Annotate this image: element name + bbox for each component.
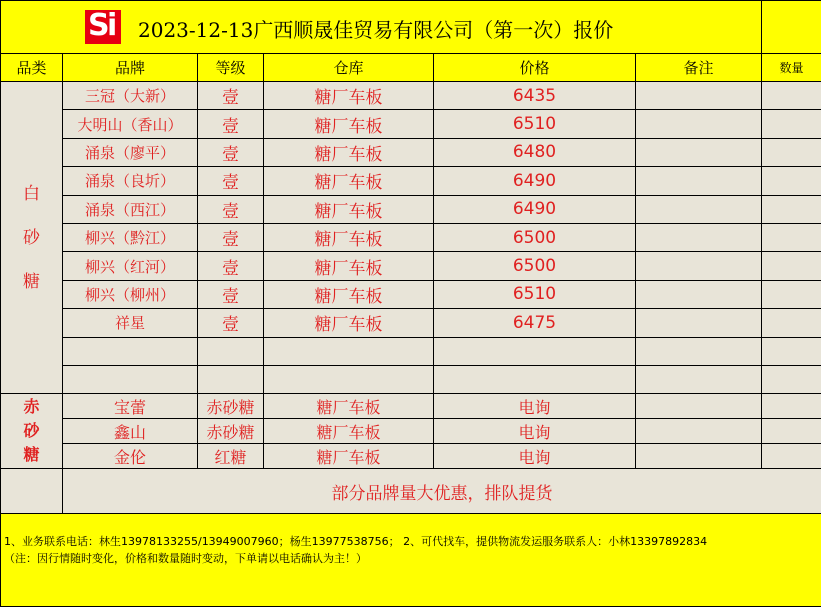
warehouse-cell[interactable] (264, 365, 434, 393)
price-cell[interactable]: 6500 (434, 223, 636, 251)
remark-cell[interactable] (636, 337, 762, 365)
remark-cell[interactable] (636, 167, 762, 195)
warehouse-cell[interactable]: 糖厂车板 (264, 280, 434, 308)
remark-cell[interactable] (636, 309, 762, 337)
warehouse-cell[interactable]: 糖厂车板 (264, 167, 434, 195)
grade-cell[interactable]: 壹 (198, 223, 264, 251)
grade-cell[interactable]: 红糖 (198, 444, 264, 469)
price-cell[interactable] (434, 365, 636, 393)
warehouse-cell[interactable]: 糖厂车板 (264, 110, 434, 138)
header-warehouse: 仓库 (264, 54, 434, 82)
brand-cell[interactable] (63, 365, 198, 393)
quantity-cell[interactable] (762, 419, 821, 444)
remark-cell[interactable] (636, 252, 762, 280)
table-row (1, 419, 821, 444)
brand-cell[interactable]: 涌泉（良圻） (63, 167, 198, 195)
warehouse-cell[interactable]: 糖厂车板 (264, 309, 434, 337)
warehouse-cell[interactable]: 糖厂车板 (264, 82, 434, 110)
quantity-cell[interactable] (762, 337, 821, 365)
brand-cell[interactable]: 三冠（大新） (63, 82, 198, 110)
quantity-cell[interactable] (762, 110, 821, 138)
title-row (1, 1, 821, 54)
price-cell[interactable]: 6435 (434, 82, 636, 110)
brand-cell[interactable]: 宝蕾 (63, 394, 198, 419)
header-brand: 品牌 (63, 54, 198, 82)
quantity-cell[interactable] (762, 195, 821, 223)
price-cell[interactable]: 电询 (434, 394, 636, 419)
table-row (1, 309, 821, 337)
remark-cell[interactable] (636, 365, 762, 393)
category-white-sugar: 白 砂 糖 (1, 82, 63, 394)
header-category: 品类 (1, 54, 63, 82)
price-cell[interactable]: 6510 (434, 280, 636, 308)
warehouse-cell[interactable]: 糖厂车板 (264, 419, 434, 444)
table-row (1, 444, 821, 469)
footer-notes (1, 514, 821, 607)
category-red-sugar: 赤 砂 糖 (1, 394, 63, 469)
table-row (1, 252, 821, 280)
remark-cell[interactable] (636, 138, 762, 166)
header-grade: 等级 (198, 54, 264, 82)
title-blank-cell (762, 1, 821, 54)
quantity-cell[interactable] (762, 280, 821, 308)
grade-cell[interactable]: 壹 (198, 280, 264, 308)
quantity-cell[interactable] (762, 167, 821, 195)
table-row (1, 394, 821, 419)
remark-cell[interactable] (636, 394, 762, 419)
grade-cell[interactable]: 壹 (198, 195, 264, 223)
brand-cell[interactable]: 大明山（香山） (63, 110, 198, 138)
table-row (1, 110, 821, 138)
grade-cell[interactable] (198, 337, 264, 365)
quantity-cell[interactable] (762, 252, 821, 280)
table-row (1, 280, 821, 308)
table-row (1, 195, 821, 223)
promo-blank-cell (1, 469, 63, 514)
brand-cell[interactable]: 金伦 (63, 444, 198, 469)
price-cell[interactable]: 6490 (434, 167, 636, 195)
price-cell[interactable]: 电询 (434, 444, 636, 469)
remark-cell[interactable] (636, 82, 762, 110)
grade-cell[interactable]: 赤砂糖 (198, 394, 264, 419)
table-row (1, 138, 821, 166)
quantity-cell[interactable] (762, 223, 821, 251)
title-cell (1, 1, 762, 54)
brand-cell[interactable]: 涌泉（西江） (63, 195, 198, 223)
table-row (1, 82, 821, 110)
table-row (1, 167, 821, 195)
price-cell[interactable]: 6510 (434, 110, 636, 138)
brand-cell[interactable]: 鑫山 (63, 419, 198, 444)
warehouse-cell[interactable]: 糖厂车板 (264, 138, 434, 166)
footer-row (1, 514, 821, 607)
quantity-cell[interactable] (762, 394, 821, 419)
grade-cell[interactable]: 壹 (198, 138, 264, 166)
header-remark: 备注 (636, 54, 762, 82)
brand-cell[interactable]: 柳兴（柳州） (63, 280, 198, 308)
brand-cell[interactable] (63, 337, 198, 365)
quantity-cell[interactable] (762, 309, 821, 337)
grade-cell[interactable]: 壹 (198, 167, 264, 195)
quantity-cell[interactable] (762, 138, 821, 166)
promo-text: 部分品牌量大优惠，排队提货 (63, 469, 821, 514)
warehouse-cell[interactable]: 糖厂车板 (264, 444, 434, 469)
page-title: 2023-12-13广西顺晟佳贸易有限公司（第一次）报价 (138, 14, 613, 43)
price-cell[interactable]: 6480 (434, 138, 636, 166)
warehouse-cell[interactable]: 糖厂车板 (264, 195, 434, 223)
warehouse-cell[interactable]: 糖厂车板 (264, 252, 434, 280)
brand-cell[interactable]: 柳兴（黔江） (63, 223, 198, 251)
warehouse-cell[interactable]: 糖厂车板 (264, 223, 434, 251)
brand-cell[interactable]: 涌泉（廖平） (63, 138, 198, 166)
remark-cell[interactable] (636, 110, 762, 138)
remark-cell[interactable] (636, 419, 762, 444)
warehouse-cell[interactable]: 糖厂车板 (264, 394, 434, 419)
grade-cell[interactable]: 壹 (198, 309, 264, 337)
header-price: 价格 (434, 54, 636, 82)
warehouse-cell[interactable] (264, 337, 434, 365)
price-cell[interactable]: 电询 (434, 419, 636, 444)
quantity-cell[interactable] (762, 365, 821, 393)
promo-row (1, 469, 821, 514)
footer-note-line: （注：因行情随时变化，价格和数量随时变动，下单请以电话确认为主！） (4, 550, 821, 567)
price-cell[interactable] (434, 337, 636, 365)
price-cell[interactable]: 6500 (434, 252, 636, 280)
company-logo: S i (85, 10, 121, 44)
grade-cell[interactable]: 壹 (198, 252, 264, 280)
remark-cell[interactable] (636, 280, 762, 308)
grade-cell[interactable]: 壹 (198, 110, 264, 138)
price-cell[interactable]: 6475 (434, 309, 636, 337)
table-row (1, 223, 821, 251)
empty-row (1, 365, 821, 393)
remark-cell[interactable] (636, 195, 762, 223)
footer-contact-line: 1、业务联系电话：林生13978133255/13949007960；杨生13977538756； 2、可代找车，提供物流发运服务联系人：小林13397892834 (4, 533, 821, 550)
grade-cell[interactable]: 赤砂糖 (198, 419, 264, 444)
empty-row (1, 337, 821, 365)
remark-cell[interactable] (636, 444, 762, 469)
brand-cell[interactable]: 柳兴（红河） (63, 252, 198, 280)
header-quantity: 数量 (762, 54, 821, 82)
grade-cell[interactable]: 壹 (198, 82, 264, 110)
quantity-cell[interactable] (762, 82, 821, 110)
brand-cell[interactable]: 祥星 (63, 309, 198, 337)
grade-cell[interactable] (198, 365, 264, 393)
remark-cell[interactable] (636, 223, 762, 251)
price-cell[interactable]: 6490 (434, 195, 636, 223)
header-row (1, 54, 821, 82)
quantity-cell[interactable] (762, 444, 821, 469)
